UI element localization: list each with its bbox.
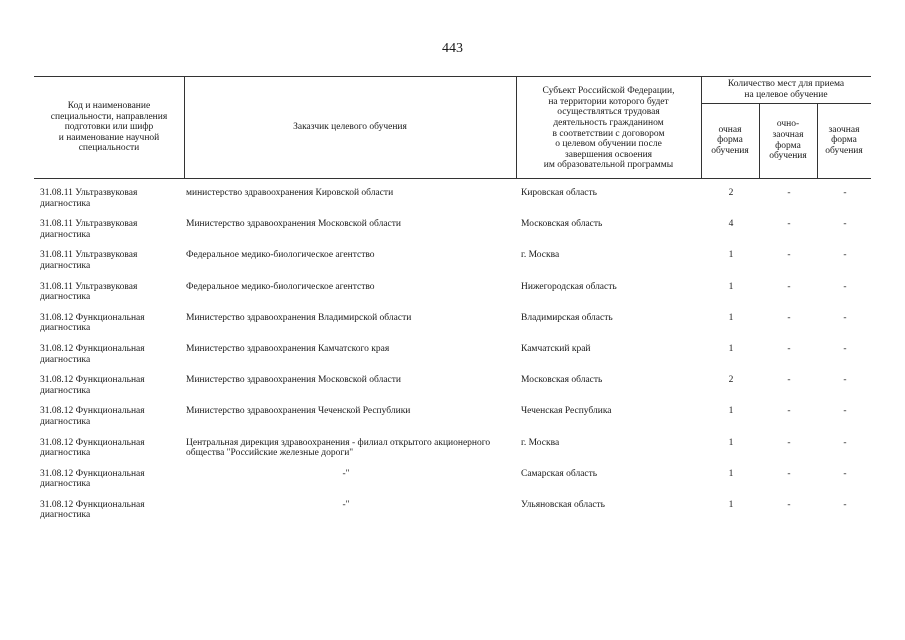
specialty-cell: 31.08.12 Функциональная диагностика xyxy=(40,499,145,521)
full-time-count: 1 xyxy=(728,468,734,479)
table-row xyxy=(34,438,871,469)
header-full-time: очная форма обучения xyxy=(711,124,749,156)
specialty-cell: 31.08.12 Функциональная диагностика xyxy=(40,437,145,459)
part-time-count: - xyxy=(787,219,791,230)
part-time-count: - xyxy=(787,468,791,479)
region-cell: г. Москва xyxy=(521,437,560,448)
part-time-count: - xyxy=(787,499,791,510)
distance-count: - xyxy=(843,375,847,386)
header-part-time: очно- заочная форма обучения xyxy=(769,119,807,162)
region-cell: Владимирская область xyxy=(521,312,613,323)
region-cell: Камчатский край xyxy=(521,343,591,354)
part-time-count: - xyxy=(787,375,791,386)
full-time-count: 2 xyxy=(728,375,734,386)
full-time-count: 1 xyxy=(728,250,734,261)
full-time-count: 1 xyxy=(728,406,734,417)
table-row xyxy=(34,313,871,344)
table-header xyxy=(34,76,871,179)
region-cell: Московская область xyxy=(521,375,603,386)
specialty-cell: 31.08.12 Функциональная диагностика xyxy=(40,468,145,490)
customer-cell: Министерство здравоохранения Камчатского края xyxy=(186,343,390,354)
region-cell: Чеченская Республика xyxy=(521,406,612,417)
table-row xyxy=(34,469,871,500)
customer-cell: -" xyxy=(342,499,350,510)
customer-cell: Министерство здравоохранения Чеченской Республики xyxy=(186,406,411,417)
part-time-count: - xyxy=(787,406,791,417)
customer-cell: министерство здравоохранения Кировской области xyxy=(186,188,394,198)
distance-count: - xyxy=(843,499,847,510)
full-time-count: 1 xyxy=(728,312,734,323)
full-time-count: 1 xyxy=(728,281,734,292)
distance-count: - xyxy=(843,281,847,292)
part-time-count: - xyxy=(787,281,791,292)
specialty-cell: 31.08.11 Ультразвуковая диагностика xyxy=(40,250,138,271)
region-cell: Кировская область xyxy=(521,188,598,198)
full-time-count: 1 xyxy=(728,343,734,354)
header-distance: заочная форма обучения xyxy=(825,124,863,156)
table-row xyxy=(34,375,871,406)
customer-cell: Министерство здравоохранения Московской области xyxy=(186,375,401,386)
distance-count: - xyxy=(843,250,847,261)
distance-count: - xyxy=(843,188,847,198)
customer-cell: -" xyxy=(342,468,350,479)
specialty-cell: 31.08.11 Ультразвуковая диагностика xyxy=(40,219,138,240)
full-time-count: 1 xyxy=(728,499,734,510)
specialty-cell: 31.08.11 Ультразвуковая диагностика xyxy=(40,281,138,303)
specialty-cell: 31.08.12 Функциональная диагностика xyxy=(40,375,145,396)
part-time-count: - xyxy=(787,437,791,448)
region-cell: Нижегородская область xyxy=(521,281,617,292)
customer-cell: Министерство здравоохранения Московской области xyxy=(186,219,401,230)
customer-cell: Федеральное медико-биологическое агентство xyxy=(186,281,375,292)
customer-cell: Министерство здравоохранения Владимирской области xyxy=(186,312,412,323)
distance-count: - xyxy=(843,468,847,479)
header-region: Субъект Российской Федерации, на территории которого будет осуществляться трудовая деятельность гражданином в соответствии с договором о целевом обучении после завершения освоения им образовательной программы xyxy=(542,86,675,171)
table-row xyxy=(34,282,871,313)
header-customer: Заказчик целевого обучения xyxy=(293,122,407,133)
table-row xyxy=(34,344,871,375)
full-time-count: 2 xyxy=(728,188,734,198)
part-time-count: - xyxy=(787,312,791,323)
specialty-cell: 31.08.12 Функциональная диагностика xyxy=(40,406,145,427)
distance-count: - xyxy=(843,406,847,417)
table-row xyxy=(34,406,871,437)
full-time-count: 1 xyxy=(728,437,734,448)
header-specialty: Код и наименование специальности, направления подготовки или шифр и наименование научной специальности xyxy=(50,101,168,154)
header-places: Количество мест для приема на целевое обучение xyxy=(727,79,845,100)
table-row xyxy=(34,250,871,281)
table-body xyxy=(34,188,871,531)
part-time-count: - xyxy=(787,188,791,198)
table-row xyxy=(34,188,871,219)
region-cell: Ульяновская область xyxy=(521,499,606,510)
distance-count: - xyxy=(843,437,847,448)
part-time-count: - xyxy=(787,343,791,354)
region-cell: Самарская область xyxy=(521,468,598,479)
table-row xyxy=(34,219,871,250)
specialty-cell: 31.08.12 Функциональная диагностика xyxy=(40,312,145,334)
distance-count: - xyxy=(843,343,847,354)
customer-cell: Федеральное медико-биологическое агентство xyxy=(186,250,375,261)
table-row xyxy=(34,500,871,531)
part-time-count: - xyxy=(787,250,791,261)
region-cell: г. Москва xyxy=(521,250,560,261)
full-time-count: 4 xyxy=(728,219,734,230)
specialty-cell: 31.08.12 Функциональная диагностика xyxy=(40,343,145,365)
specialty-cell: 31.08.11 Ультразвуковая диагностика xyxy=(40,188,138,209)
customer-cell: Центральная дирекция здравоохранения - филиал открытого акционерного общества "Российские железные дороги" xyxy=(186,437,491,459)
distance-count: - xyxy=(843,219,847,230)
page-number: 443 xyxy=(442,41,463,56)
distance-count: - xyxy=(843,312,847,323)
region-cell: Московская область xyxy=(521,219,603,230)
